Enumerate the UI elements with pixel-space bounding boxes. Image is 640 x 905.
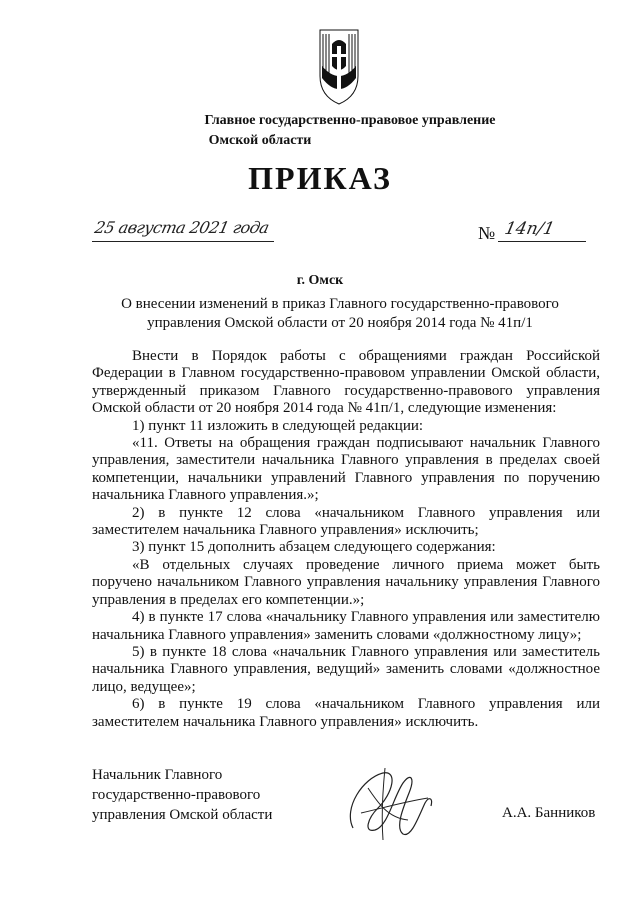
document-subject	[90, 295, 590, 333]
body-paragraph: 5) в пункте 18 слова «начальник Главного управления или заместитель начальника Главного управления, ведущий» заменить словами «должностное лицо, ведущее»;	[92, 643, 600, 695]
organization-name-line1: Главное государственно-правовое управление	[204, 113, 496, 128]
body-paragraph: 4) в пункте 17 слова «начальнику Главного управления или заместителю начальника Главного управления» заменить словами «должностному лицу»;	[92, 609, 600, 643]
document-body	[92, 348, 600, 731]
city-label: г. Омск	[296, 273, 344, 288]
handwritten-signature	[333, 758, 443, 848]
document-number: 14п/1	[502, 219, 557, 239]
number-sign: №	[478, 223, 496, 243]
body-paragraph: «В отдельных случаях проведение личного приема может быть поручено начальником Главного управления начальнику управления Главного управления в пределах его компетенции.»;	[92, 556, 600, 608]
signatory-name: А.А. Банников	[502, 805, 596, 821]
body-paragraph: 2) в пункте 12 слова «начальником Главного управления или заместителем начальника Главного управления» исключить;	[92, 504, 600, 539]
position-line3: управления Омской области	[92, 807, 273, 823]
body-paragraph: 6) в пункте 19 слова «начальником Главного управления или заместителем начальника Главного управления» исключить.	[92, 696, 600, 730]
position-line1: Начальник Главного	[92, 767, 223, 783]
body-paragraph: 1) пункт 11 изложить в следующей редакции:	[132, 417, 424, 434]
subject-line1: О внесении изменений в приказ Главного государственно-правового	[121, 296, 559, 312]
organization-name-line2: Омской области	[208, 133, 312, 148]
coat-of-arms-emblem	[316, 26, 362, 106]
body-paragraph: «11. Ответы на обращения граждан подписывают начальник Главного управления, заместители начальника Главного управления в пределах своей компетенции, начальники управлений Главного управления по поручению начальника Главного управления.»;	[92, 435, 600, 504]
number-underline	[498, 241, 586, 242]
date-underline	[92, 241, 274, 242]
subject-line2: управления Омской области от 20 ноября 2014 года № 41п/1	[147, 315, 533, 331]
document-date: 25 августа 2021 года	[92, 218, 271, 237]
document-title: ПРИКАЗ	[248, 160, 392, 196]
position-line2: государственно-правового	[92, 787, 261, 803]
body-paragraph: 3) пункт 15 дополнить абзацем следующего содержания:	[132, 539, 496, 556]
signatory-position	[92, 765, 272, 825]
body-paragraph: Внести в Порядок работы с обращениями граждан Российской Федерации в Главном государственно-правовом управлении Омской области, утвержденный приказом Главного государственно-правового управления Омской области от 20 ноября 2014 года № 41п/1, следующие изменения:	[92, 348, 600, 417]
